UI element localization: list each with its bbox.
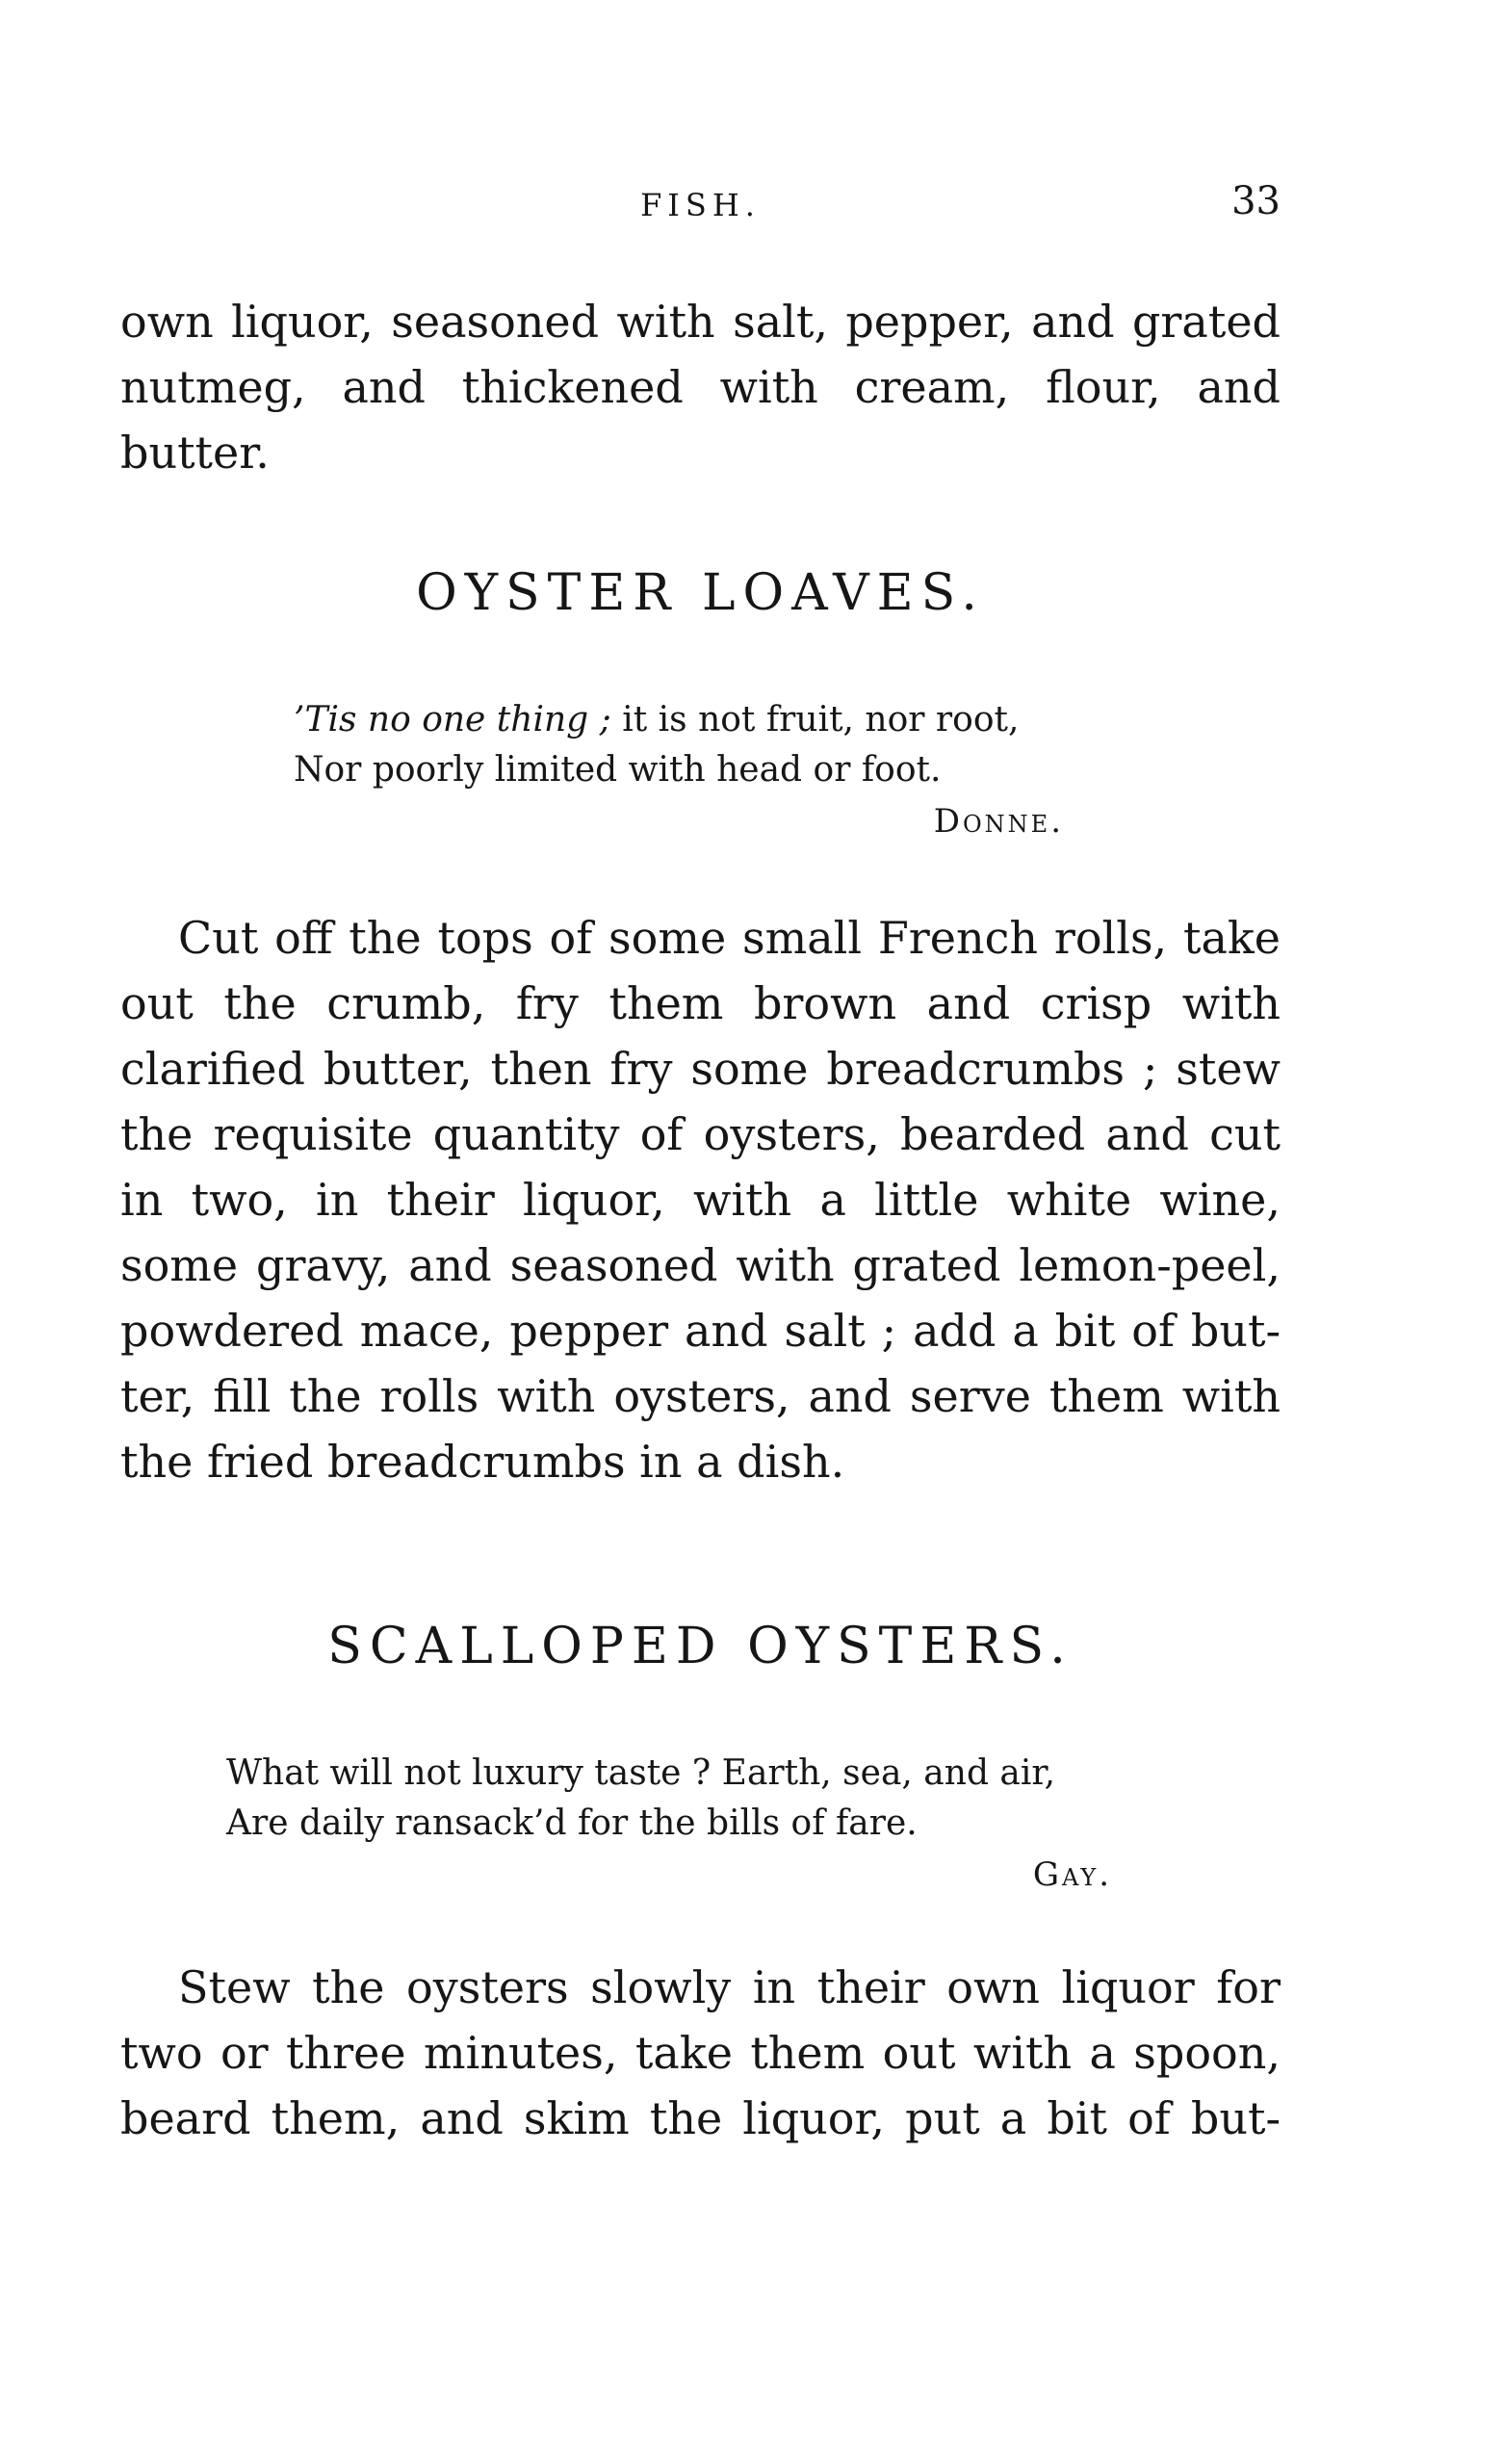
epigraph-italic: ’Tis no one thing ; — [294, 700, 611, 739]
epigraph-author-name: Donne. — [933, 802, 1064, 841]
epigraph-author — [226, 1849, 1112, 1901]
paragraph-line: out the crumb, fry them brown and crisp with — [120, 977, 1281, 1029]
epigraph — [226, 1749, 1112, 1901]
paragraph-line: powdered mace, pepper and salt ; add a bit of but- — [120, 1305, 1281, 1357]
epigraph-line: Nor poorly limited with head or foot. — [294, 750, 942, 790]
paragraph-line: nutmeg, and thickened with cream, flour, and — [120, 361, 1281, 413]
epigraph-line: Are daily ransack’d for the bills of fare. — [226, 1803, 918, 1843]
paragraph-line: ter, fill the rolls with oysters, and serve them with — [120, 1370, 1281, 1422]
epigraph-line — [294, 695, 1064, 745]
paragraph-line: the requisite quantity of oysters, bearded and cut — [120, 1108, 1281, 1160]
epigraph — [294, 695, 1064, 847]
paragraph-line: Stew the oysters slowly in their own liquor for — [178, 1961, 1281, 2013]
running-head — [120, 179, 1281, 227]
paragraph-line: clarified butter, then fry some breadcrumbs ; stew — [120, 1043, 1281, 1095]
section-heading: SCALLOPED OYSTERS. — [327, 1618, 1074, 1675]
epigraph-text: it is not fruit, nor root, — [610, 700, 1020, 739]
paragraph-line: some gravy, and seasoned with grated lemon-peel, — [120, 1239, 1281, 1291]
paragraph-line: beard them, and skim the liquor, put a bit of but- — [120, 2092, 1281, 2144]
intro-paragraph — [120, 289, 1281, 485]
paragraph-line: the fried breadcrumbs in a dish. — [120, 1436, 845, 1488]
epigraph-line: What will not luxury taste ? Earth, sea, and air, — [226, 1753, 1056, 1793]
page-number: 33 — [1231, 179, 1281, 223]
section-heading: OYSTER LOAVES. — [416, 564, 985, 622]
paragraph-line: in two, in their liquor, with a little white wine, — [120, 1174, 1281, 1226]
paragraph-line: two or three minutes, take them out with a spoon, — [120, 2027, 1281, 2079]
epigraph-author — [294, 795, 1064, 847]
paragraph-line: Cut off the tops of some small French rolls, take — [178, 912, 1281, 964]
recipe-paragraph — [120, 1955, 1281, 2151]
paragraph-line: butter. — [120, 427, 270, 479]
running-title: FISH. — [640, 187, 761, 223]
epigraph-author-name: Gay. — [1032, 1855, 1112, 1894]
recipe-paragraph — [120, 905, 1281, 1494]
paragraph-line: own liquor, seasoned with salt, pepper, and grated — [120, 296, 1281, 348]
